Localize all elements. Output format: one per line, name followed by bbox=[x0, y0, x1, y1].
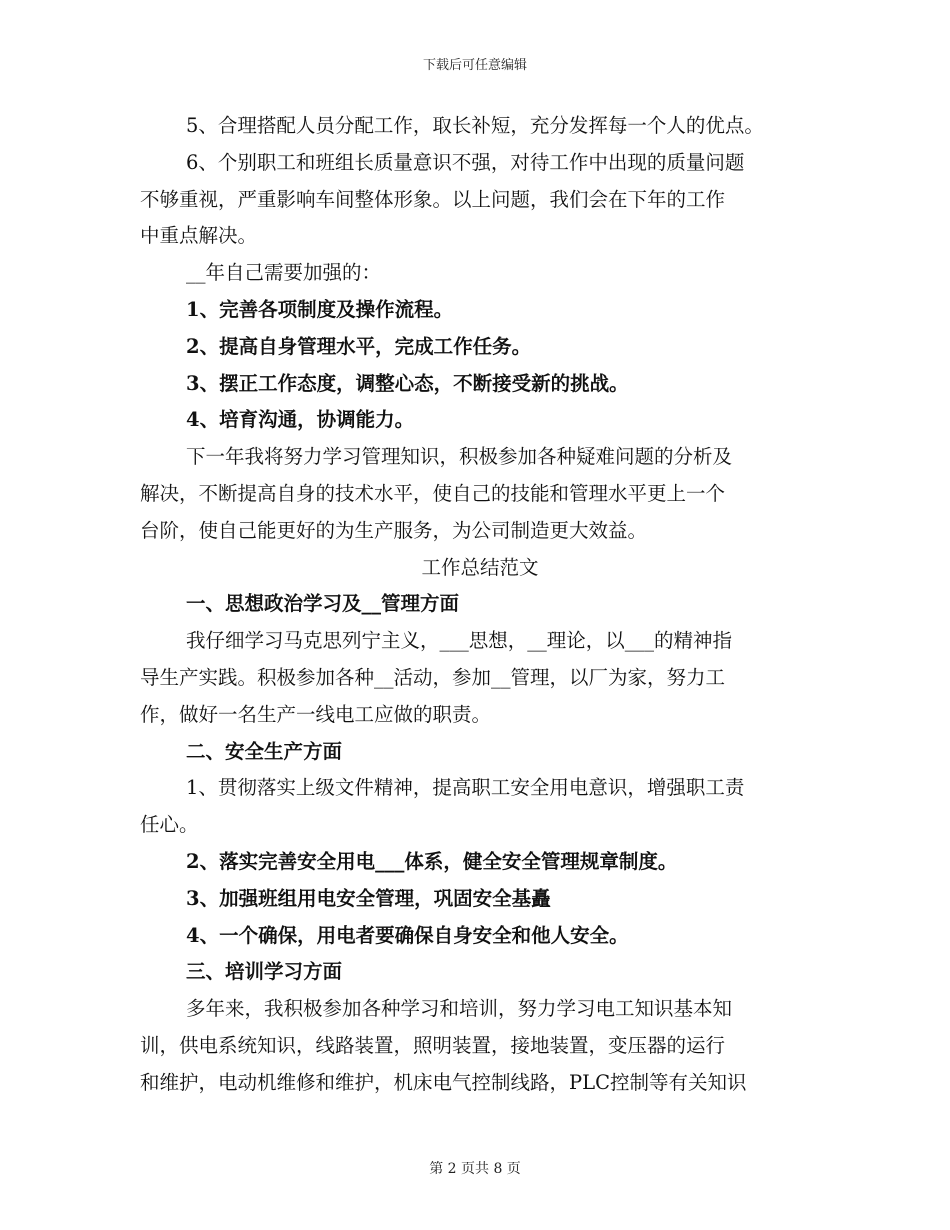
text-line: __年自己需要加强的： bbox=[186, 261, 382, 285]
section-title: 工作总结范文 bbox=[421, 555, 539, 579]
bold-list-line: 1、完善各项制度及操作流程。 bbox=[186, 297, 454, 321]
bold-list-line: 二、安全生产方面 bbox=[186, 739, 343, 763]
text-line: 解决，不断提高自身的技术水平，使自己的技能和管理水平更上一个 bbox=[140, 481, 726, 505]
bold-list-line: 三、培训学习方面 bbox=[186, 960, 343, 984]
text-line: 台阶，使自己能更好的为生产服务，为公司制造更大效益。 bbox=[140, 518, 648, 542]
text-line: 任心。 bbox=[140, 813, 199, 837]
bold-list-line: 3、加强班组用电安全管理，巩固安全基矗 bbox=[186, 886, 551, 910]
bold-list-line: 3、摆正工作态度，调整心态，不断接受新的挑战。 bbox=[186, 371, 629, 395]
bold-list-line: 4、培育沟通，协调能力。 bbox=[186, 408, 415, 432]
bold-list-line: 2、提高自身管理水平，完成工作任务。 bbox=[186, 334, 532, 358]
text-line: 5、合理搭配人员分配工作，取长补短，充分发挥每一个人的优点。 bbox=[186, 114, 764, 137]
text-line: 6、个别职工和班组长质量意识不强，对待工作中出现的质量问题 bbox=[186, 150, 745, 174]
page-header: 下载后可任意编辑 bbox=[422, 58, 527, 73]
text-line: 1、贯彻落实上级文件精神，提高职工安全用电意识，增强职工责 bbox=[186, 776, 745, 800]
text-line: 训，供电系统知识，线路装置，照明装置，接地装置，变压器的运行 bbox=[140, 1033, 726, 1057]
text-line: 导生产实践。积极参加各种__活动，参加__管理，以厂为家，努力工 bbox=[140, 665, 726, 689]
bold-list-line: 2、落实完善安全用电___体系，健全安全管理规章制度。 bbox=[186, 849, 678, 873]
text-line: 中重点解决。 bbox=[140, 224, 258, 248]
text-line: 作，做好一名生产一线电工应做的职责。 bbox=[140, 702, 492, 726]
document-body bbox=[140, 108, 820, 1102]
text-line: 多年来，我积极参加各种学习和培训，努力学习电工知识基本知 bbox=[186, 997, 733, 1021]
bold-list-line: 一、思想政治学习及__管理方面 bbox=[186, 592, 460, 616]
text-line: 和维护，电动机维修和维护，机床电气控制线路，PLC控制等有关知识 bbox=[140, 1070, 747, 1094]
page-footer: 第 2 页共 8 页 bbox=[429, 1161, 521, 1177]
text-line: 我仔细学习马克思列宁主义，___思想，__理论，以___的精神指 bbox=[186, 629, 733, 653]
text-line: 不够重视，严重影响车间整体形象。以上问题，我们会在下年的工作 bbox=[140, 187, 726, 211]
bold-list-line: 4、一个确保，用电者要确保自身安全和他人安全。 bbox=[186, 923, 629, 947]
text-line: 下一年我将努力学习管理知识，积极参加各种疑难问题的分析及 bbox=[186, 445, 733, 469]
